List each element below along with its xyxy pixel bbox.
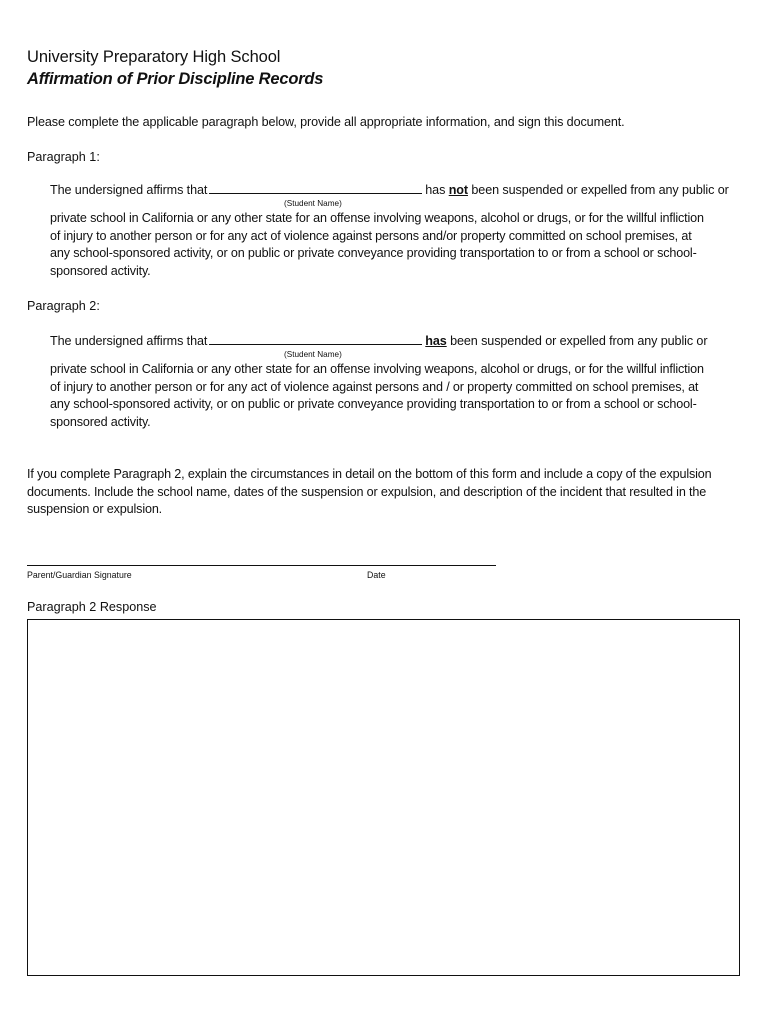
instructions-text: Please complete the applicable paragraph below, provide all appropriate information, and sign this document. bbox=[27, 115, 625, 129]
paragraph2-body-line: private school in California or any other state for an offense involving weapons, alcohol or drugs, or for the willful infliction bbox=[50, 362, 704, 376]
paragraph1-body-line: any school-sponsored activity, or on public or private conveyance providing transportation to or from a school or school- bbox=[50, 246, 697, 261]
paragraph1-affirm-line bbox=[50, 182, 750, 197]
explanation-line: If you complete Paragraph 2, explain the circumstances in detail on the bottom of this form and include a copy of the expulsion bbox=[27, 467, 712, 481]
date-label: Date bbox=[367, 570, 386, 580]
explanation-text bbox=[27, 466, 757, 519]
response-box[interactable] bbox=[27, 619, 740, 976]
paragraph1-not-emphasis: not bbox=[448, 183, 468, 197]
paragraph2-tail: been suspended or expelled from any public or bbox=[450, 334, 708, 348]
paragraph1-lead: The undersigned affirms that bbox=[50, 183, 208, 197]
explanation-line: documents. Include the school name, dates of the suspension or expulsion, and description of the incident that resulted in the bbox=[27, 484, 707, 499]
signature-line[interactable] bbox=[27, 565, 496, 566]
signature-label: Parent/Guardian Signature bbox=[27, 570, 132, 580]
paragraph2-lead: The undersigned affirms that bbox=[50, 334, 208, 348]
paragraph1-has: has bbox=[425, 183, 446, 197]
paragraph2-affirm-line bbox=[50, 333, 750, 348]
paragraph2-student-name-label: (Student Name) bbox=[284, 350, 342, 359]
paragraph2-body-line: any school-sponsored activity, or on public or private conveyance providing transportation to or from a school or school- bbox=[50, 397, 697, 412]
school-name: University Preparatory High School bbox=[27, 48, 281, 66]
paragraph1-label: Paragraph 1: bbox=[27, 150, 100, 164]
explanation-line: suspension or expulsion. bbox=[27, 502, 163, 517]
paragraph1-body-line: sponsored activity. bbox=[50, 263, 151, 278]
paragraph2-body-line: sponsored activity. bbox=[50, 414, 151, 429]
response-label: Paragraph 2 Response bbox=[27, 600, 157, 614]
paragraph1-student-name-label: (Student Name) bbox=[284, 199, 342, 208]
paragraph2-student-name-field[interactable] bbox=[209, 333, 422, 345]
paragraph2-has-emphasis: has bbox=[425, 334, 447, 348]
paragraph1-body-line: private school in California or any other state for an offense involving weapons, alcohol or drugs, or for the willful infliction bbox=[50, 211, 704, 225]
paragraph1-student-name-field[interactable] bbox=[209, 182, 422, 194]
paragraph1-tail: been suspended or expelled from any public or bbox=[471, 183, 729, 197]
paragraph1-body bbox=[50, 210, 750, 280]
paragraph1-body-line: of injury to another person or for any act of violence against persons and/or property committed on school premises, at bbox=[50, 228, 692, 243]
paragraph2-body bbox=[50, 361, 750, 431]
paragraph2-body-line: of injury to another person or for any act of violence against persons and / or property committed on school premises, at bbox=[50, 379, 699, 394]
paragraph2-label: Paragraph 2: bbox=[27, 299, 100, 313]
form-title: Affirmation of Prior Discipline Records bbox=[27, 70, 324, 88]
